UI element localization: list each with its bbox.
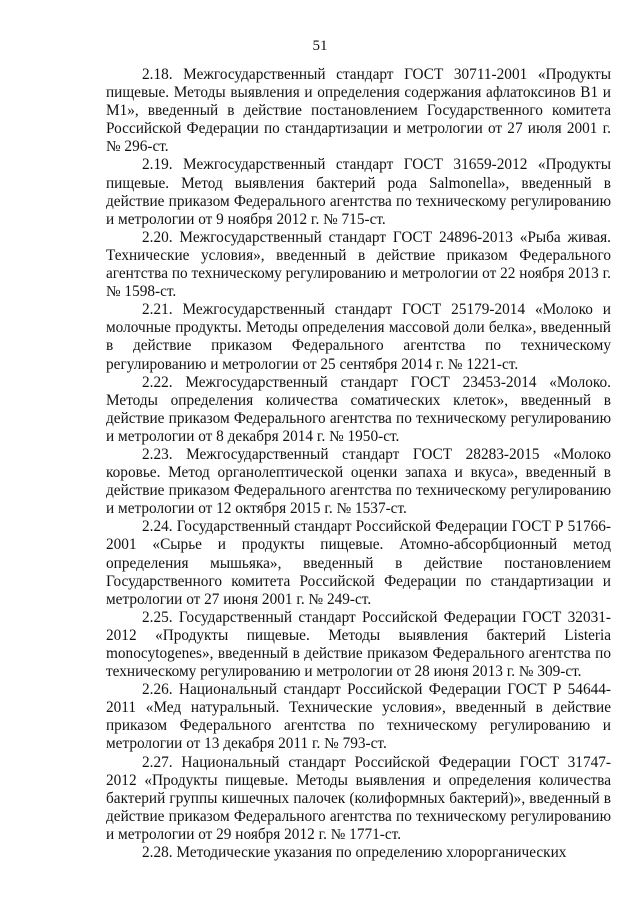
paragraph-2-24: 2.24. Государственный стандарт Российской Федерации ГОСТ Р 51766-2001 «Сырье и продукты пищевые. Атомно-абсорбционный метод определения мышьяка», введенный в действие постановлением Государственного комитета Российской Федерации по стандартизации и метрологии от 27 июня 2001 г. № 249-ст. <box>106 518 611 608</box>
paragraph-2-19: 2.19. Межгосударственный стандарт ГОСТ 31659-2012 «Продукты пищевые. Метод выявления бактерий рода Salmonella», введенный в действие приказом Федерального агентства по техническому регулированию и метрологии от 9 ноября 2012 г. № 715-ст. <box>106 156 611 228</box>
paragraph-2-18: 2.18. Межгосударственный стандарт ГОСТ 30711-2001 «Продукты пищевые. Методы выявления и определения содержания афлатоксинов B1 и M1», введенный в действие постановлением Государственного комитета Российской Федерации по стандартизации и метрологии от 27 июля 2001 г. № 296-ст. <box>106 66 611 156</box>
paragraph-2-22: 2.22. Межгосударственный стандарт ГОСТ 23453-2014 «Молоко. Методы определения количества соматических клеток», введенный в действие приказом Федерального агентства по техническому регулированию и метрологии от 8 декабря 2014 г. № 1950-ст. <box>106 373 611 445</box>
paragraph-2-21: 2.21. Межгосударственный стандарт ГОСТ 25179-2014 «Молоко и молочные продукты. Методы определения массовой доли белка», введенный в действие приказом Федерального агентства по техническому регулированию и метрологии от 25 сентября 2014 г. № 1221-ст. <box>106 301 611 373</box>
paragraph-2-23: 2.23. Межгосударственный стандарт ГОСТ 28283-2015 «Молоко коровье. Метод органолептической оценки запаха и вкуса», введенный в действие приказом Федерального агентства по техническому регулированию и метрологии от 12 октября 2015 г. № 1537-ст. <box>106 445 611 518</box>
paragraph-2-25: 2.25. Государственный стандарт Российской Федерации ГОСТ 32031-2012 «Продукты пищевые. Методы выявления бактерий Listeria monocytogenes», введенный в действие приказом Федерального агентства по техническому регулированию и метрологии от 28 июня 2013 г. № 309-ст. <box>106 608 611 681</box>
paragraph-2-26: 2.26. Национальный стандарт Российской Федерации ГОСТ Р 54644-2011 «Мед натуральный. Технические условия», введенный в действие приказом Федерального агентства по техническому регулированию и метрологии от 13 декабря 2011 г. № 793-ст. <box>106 681 611 753</box>
page-number: 51 <box>312 38 328 54</box>
paragraph-2-27: 2.27. Национальный стандарт Российской Федерации ГОСТ 31747-2012 «Продукты пищевые. Методы выявления и определения количества бактерий группы кишечных палочек (колиформных бактерий)», введенный в действие приказом Федерального агентства по техническому регулированию и метрологии от 29 ноября 2012 г. № 1771-ст. <box>106 753 611 843</box>
paragraph-2-20: 2.20. Межгосударственный стандарт ГОСТ 24896-2013 «Рыба живая. Технические условия», введенный в действие приказом Федерального агентства по техническому регулированию и метрологии от 22 ноября 2013 г. № 1598-ст. <box>106 228 611 301</box>
body-text <box>106 66 611 862</box>
paragraph-2-28: 2.28. Методические указания по определению хлорорганических <box>142 844 567 862</box>
